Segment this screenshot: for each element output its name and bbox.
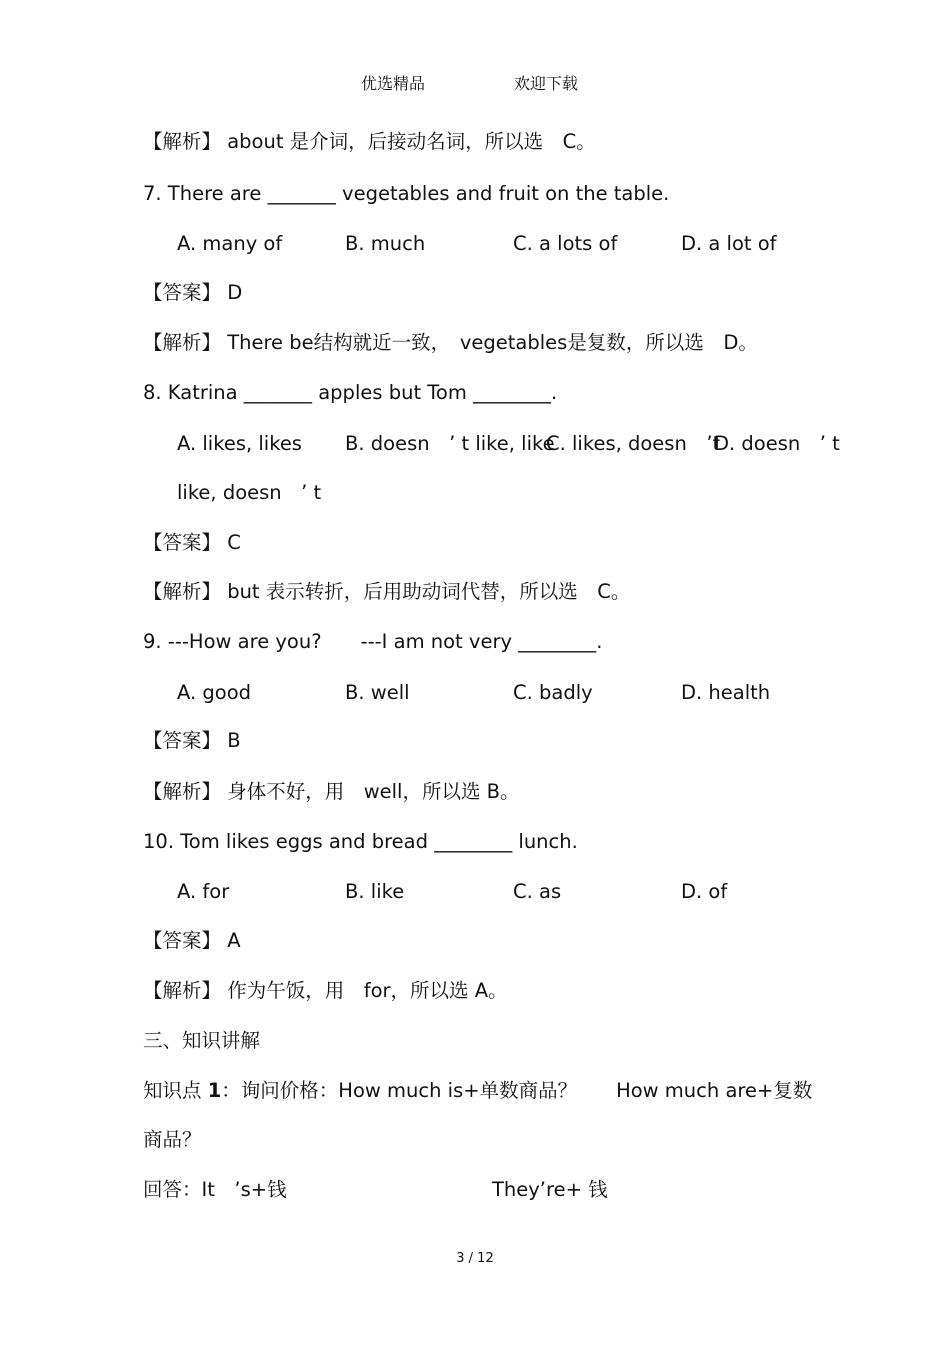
q8-option-c: C. likes, doesn ’t xyxy=(546,432,721,455)
q8-option-a: A. likes, likes xyxy=(177,432,302,455)
q8-option-d-continued: like, doesn ’ t xyxy=(177,481,322,504)
q9-option-c: C. badly xyxy=(513,681,593,704)
answer-q7: 【答案】 D xyxy=(143,281,243,304)
analysis-q10: 【解析】 作为午饭，用 for，所以选 A。 xyxy=(143,979,508,1002)
q8-option-d: D. doesn ’ t xyxy=(714,432,840,455)
knowledge-point-1-continued: 商品？ xyxy=(143,1128,202,1151)
q9-option-b: B. well xyxy=(345,681,410,704)
q7-option-d: D. a lot of xyxy=(681,232,777,255)
analysis-q8: 【解析】 but 表示转折，后用助动词代替，所以选 C。 xyxy=(143,580,631,603)
q10-option-a: A. for xyxy=(177,880,230,903)
section-heading: 三、知识讲解 xyxy=(143,1029,261,1052)
question-10: 10. Tom likes eggs and bread ________ lunch. xyxy=(143,830,578,853)
q7-option-b: B. much xyxy=(345,232,426,255)
question-9: 9. ---How are you? ---I am not very ________. xyxy=(143,630,603,653)
answer-q8: 【答案】 C xyxy=(143,531,241,554)
answer-q10: 【答案】 A xyxy=(143,929,241,952)
q8-option-b: B. doesn ’ t like, like xyxy=(345,432,555,455)
kp-prefix: 知识点 xyxy=(143,1079,208,1102)
q7-option-a: A. many of xyxy=(177,232,283,255)
reply-singular: 回答：It ’s+钱 xyxy=(143,1178,287,1201)
q10-option-b: B. like xyxy=(345,880,405,903)
question-7: 7. There are _______ vegetables and fruit on the table. xyxy=(143,182,670,205)
q9-option-a: A. good xyxy=(177,681,252,704)
kp-text: ：询问价格：How much is+单数商品？ How much are+复数 xyxy=(221,1079,813,1102)
q7-option-c: C. a lots of xyxy=(513,232,618,255)
q10-option-c: C. as xyxy=(513,880,562,903)
header-right: 欢迎下载 xyxy=(514,74,579,93)
analysis-q7: 【解析】 There be结构就近一致， vegetables是复数，所以选 D。 xyxy=(143,331,758,354)
kp-number: 1 xyxy=(207,1079,222,1102)
q9-option-d: D. health xyxy=(681,681,771,704)
q10-option-d: D. of xyxy=(681,880,728,903)
answer-q9: 【答案】 B xyxy=(143,729,241,752)
reply-plural: They’re+ 钱 xyxy=(492,1178,608,1201)
page-number: 3 / 12 xyxy=(456,1251,494,1266)
analysis-q6: 【解析】 about 是介词，后接动名词，所以选 C。 xyxy=(143,130,596,153)
analysis-q9: 【解析】 身体不好，用 well，所以选 B。 xyxy=(143,780,520,803)
question-8: 8. Katrina _______ apples but Tom ________. xyxy=(143,381,558,404)
header-left: 优选精品 xyxy=(361,74,426,93)
knowledge-point-1 xyxy=(143,1079,812,1103)
